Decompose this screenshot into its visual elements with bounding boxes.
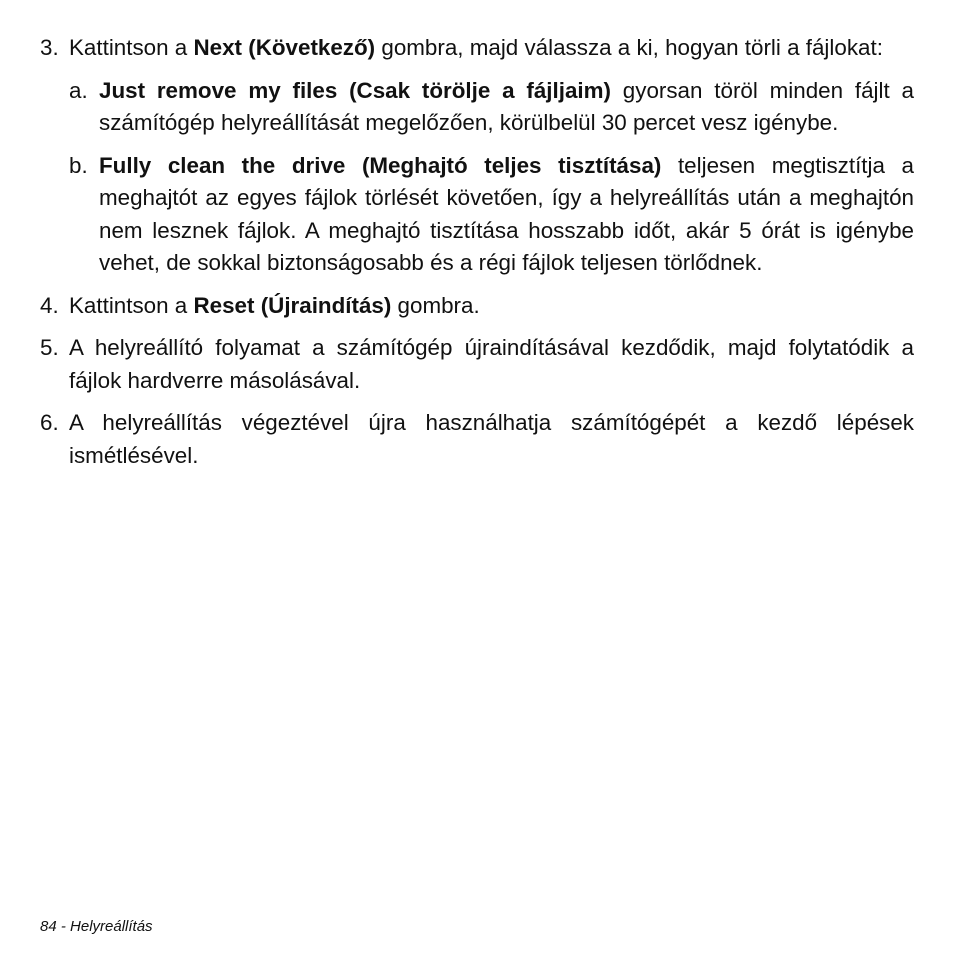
step-text-before: Kattintson a [69, 292, 194, 318]
page-footer: 84 - Helyreállítás [40, 918, 153, 935]
document-body [40, 32, 914, 482]
step-number: 4. [40, 292, 59, 318]
substep-number: b. [69, 152, 88, 178]
step-number: 3. [40, 35, 59, 60]
step-text: A helyreállító folyamat a számítógép újraindításával kezdődik, majd folytatódik a fájlok hardverre másolásával. [69, 335, 914, 393]
button-name-reset: Reset (Újraindítás) [193, 292, 392, 318]
step-text: A helyreállítás végeztével újra használhatja számítógépét a kezdő lépések ismétlésével. [69, 410, 914, 468]
step-6 [40, 407, 914, 472]
step-text-after: gombra, majd válassza a ki, hogyan törli a fájlokat: [375, 35, 883, 60]
substep-text [99, 75, 914, 140]
option-name-clean-drive: Fully clean the drive (Meghajtó teljes tisztítása) [99, 152, 662, 178]
step-text [69, 32, 914, 65]
substep-b [69, 150, 914, 280]
step-5 [40, 332, 914, 397]
step-text-before: Kattintson a [69, 35, 194, 60]
step-number: 6. [40, 410, 59, 435]
substep-text-after: teljesen megtisztítja a meghajtót az egyes fájlok törlését követően, így a helyreállítás után a meghajtón nem lesznek fájlok. A meghajtó tisztítása hosszabb időt, akár 5 órát is igénybe vehet, de sokkal biztonságosabb és a régi fájlok teljesen törlődnek. [99, 152, 914, 275]
step-4 [40, 290, 914, 323]
step-text [69, 290, 914, 323]
option-name-remove-files: Just remove my files (Csak törölje a fájljaim) [99, 77, 611, 103]
step-number: 5. [40, 335, 59, 360]
substep-text [99, 150, 914, 280]
substep-a [69, 75, 914, 140]
substep-text-after: gyorsan töröl minden fájlt a számítógép helyreállítását megelőzően, körülbelül 30 percet vesz igénybe. [99, 77, 914, 135]
step-body [69, 32, 914, 280]
button-name-next: Next (Következő) [193, 35, 376, 60]
substep-number: a. [69, 77, 88, 103]
step-text-after: gombra. [391, 292, 480, 318]
step-3 [40, 32, 914, 280]
